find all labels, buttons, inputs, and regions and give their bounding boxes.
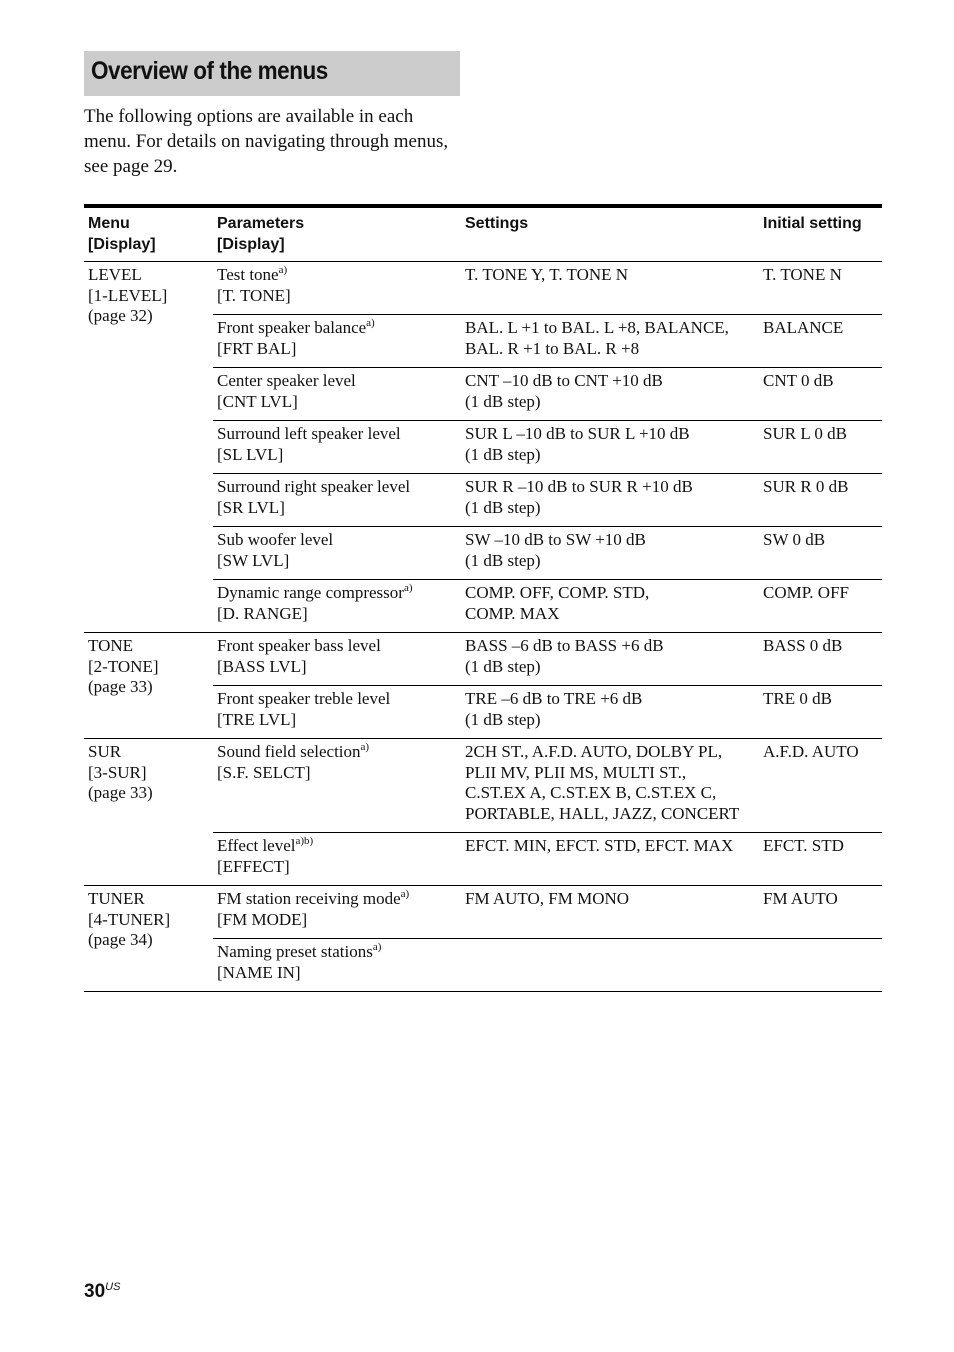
page-title: Overview of the menus: [91, 57, 328, 85]
parameter-name: Front speaker bass level: [217, 636, 381, 655]
parameter-name: FM station receiving mode: [217, 889, 401, 908]
parameter-name-line: [217, 889, 457, 910]
settings-line: COMP. OFF, COMP. STD,: [465, 583, 650, 602]
settings-line: (1 dB step): [465, 656, 541, 676]
column-header-3: [759, 206, 882, 262]
settings-line: BAL. L +1 to BAL. L +8, BALANCE,: [465, 318, 729, 337]
initial-setting-value: FM AUTO: [763, 889, 838, 908]
parameter-name: Sound field selection: [217, 742, 361, 761]
parameter-name: Naming preset stations: [217, 942, 373, 961]
settings-line: BAL. R +1 to BAL. R +8: [465, 338, 640, 358]
table-row: [84, 633, 882, 686]
settings-line: FM AUTO, FM MONO: [465, 889, 630, 908]
settings-line: EFCT. MIN, EFCT. STD, EFCT. MAX: [465, 836, 734, 855]
initial-setting-cell: [759, 421, 882, 474]
initial-setting-cell: [759, 739, 882, 833]
settings-line: (1 dB step): [465, 550, 541, 570]
settings-line: PLII MV, PLII MS, MULTI ST.,: [465, 762, 687, 782]
settings-cell: [461, 262, 759, 315]
parameter-display: [SW LVL]: [217, 550, 290, 570]
parameter-display: [FM MODE]: [217, 909, 308, 929]
initial-setting-value: SUR L 0 dB: [763, 424, 847, 443]
intro-paragraph: The following options are available in each menu. For details on navigating through menus, see page 29.: [84, 106, 449, 177]
menu-cell-line: (page 34): [88, 930, 153, 949]
parameter-display: [FRT BAL]: [217, 338, 297, 358]
menu-cell-line: SUR: [88, 742, 122, 761]
parameter-display: [S.F. SELCT]: [217, 762, 311, 782]
settings-line: (1 dB step): [465, 391, 541, 411]
settings-line: (1 dB step): [465, 444, 541, 464]
settings-cell: [461, 833, 759, 886]
parameter-name-line: [217, 424, 457, 445]
column-header-line: [Display]: [217, 236, 285, 253]
section-title-bar: [84, 51, 460, 96]
menu-cell-line: (page 32): [88, 306, 153, 325]
initial-setting-value: TRE 0 dB: [763, 689, 832, 708]
menu-cell-line: (page 33): [88, 677, 153, 696]
menu-cell: [84, 886, 213, 992]
parameter-name-line: [217, 636, 457, 657]
initial-setting-cell: [759, 633, 882, 686]
parameter-name-line: [217, 942, 457, 963]
parameter-cell: [213, 886, 461, 939]
menu-cell-line: [3-SUR]: [88, 762, 147, 782]
initial-setting-value: COMP. OFF: [763, 583, 849, 602]
initial-setting-cell: [759, 262, 882, 315]
footnote-marker: a)b): [295, 835, 314, 847]
footnote-marker: a): [403, 582, 413, 594]
parameter-display: [EFFECT]: [217, 856, 290, 876]
parameter-cell: [213, 368, 461, 421]
menu-cell-line: (page 33): [88, 783, 153, 802]
parameter-name-line: [217, 530, 457, 551]
settings-line: (1 dB step): [465, 709, 541, 729]
settings-cell: [461, 580, 759, 633]
initial-setting-cell: [759, 315, 882, 368]
parameter-name: Effect level: [217, 836, 296, 855]
parameter-cell: [213, 262, 461, 315]
parameter-name: Front speaker treble level: [217, 689, 391, 708]
footnote-marker: a): [366, 317, 375, 329]
table-row: [84, 886, 882, 939]
menu-cell-line: LEVEL: [88, 265, 142, 284]
table-row: [84, 739, 882, 833]
parameter-cell: [213, 580, 461, 633]
parameter-name: Dynamic range compressor: [217, 583, 404, 602]
parameter-cell: [213, 315, 461, 368]
parameter-display: [TRE LVL]: [217, 709, 297, 729]
parameter-name-line: [217, 477, 457, 498]
settings-cell: [461, 939, 759, 992]
menu-cell-line: TONE: [88, 636, 134, 655]
initial-setting-cell: [759, 833, 882, 886]
parameter-name-line: [217, 265, 457, 286]
parameter-name-line: [217, 689, 457, 710]
initial-setting-cell: [759, 527, 882, 580]
settings-cell: [461, 739, 759, 833]
parameter-cell: [213, 474, 461, 527]
settings-line: C.ST.EX A, C.ST.EX B, C.ST.EX C,: [465, 783, 717, 802]
initial-setting-cell: [759, 939, 882, 992]
table-header: [84, 206, 882, 262]
settings-cell: [461, 474, 759, 527]
header-row: [84, 206, 882, 262]
settings-line: T. TONE Y, T. TONE N: [465, 265, 629, 284]
parameter-name: Surround left speaker level: [217, 424, 401, 443]
page-number: [84, 1281, 120, 1303]
initial-setting-value: SW 0 dB: [763, 530, 826, 549]
settings-cell: [461, 633, 759, 686]
settings-line: 2CH ST., A.F.D. AUTO, DOLBY PL,: [465, 742, 723, 761]
menu-cell-line: [4-TUNER]: [88, 909, 171, 929]
settings-cell: [461, 886, 759, 939]
parameter-display: [CNT LVL]: [217, 391, 298, 411]
settings-line: (1 dB step): [465, 497, 541, 517]
initial-setting-cell: [759, 474, 882, 527]
column-header-line: Initial setting: [763, 215, 862, 232]
parameter-name: Surround right speaker level: [217, 477, 411, 496]
menu-cell-line: [1-LEVEL]: [88, 285, 168, 305]
initial-setting-value: T. TONE N: [763, 265, 842, 284]
column-header-line: Menu: [88, 215, 130, 232]
parameter-name: Test tone: [217, 265, 279, 284]
initial-setting-cell: [759, 580, 882, 633]
initial-setting-value: BASS 0 dB: [763, 636, 843, 655]
parameter-display: [NAME IN]: [217, 962, 301, 982]
parameter-cell: [213, 421, 461, 474]
settings-cell: [461, 686, 759, 739]
settings-line: CNT –10 dB to CNT +10 dB: [465, 371, 663, 390]
parameter-name: Front speaker balance: [217, 318, 367, 337]
initial-setting-cell: [759, 886, 882, 939]
parameter-name-line: [217, 742, 457, 763]
column-header-line: Settings: [465, 215, 529, 232]
footnote-marker: a): [278, 264, 288, 276]
settings-line: PORTABLE, HALL, JAZZ, CONCERT: [465, 803, 740, 823]
menu-cell: [84, 739, 213, 886]
parameter-name-line: [217, 371, 457, 392]
parameter-cell: [213, 686, 461, 739]
parameter-name: Sub woofer level: [217, 530, 334, 549]
parameter-cell: [213, 633, 461, 686]
parameter-name-line: [217, 318, 457, 339]
footnote-marker: a): [372, 941, 382, 953]
settings-cell: [461, 368, 759, 421]
settings-cell: [461, 315, 759, 368]
menu-cell: [84, 262, 213, 633]
parameter-cell: [213, 527, 461, 580]
footnote-marker: a): [360, 741, 370, 753]
parameter-name-line: [217, 836, 457, 857]
settings-line: SW –10 dB to SW +10 dB: [465, 530, 646, 549]
settings-line: COMP. MAX: [465, 603, 560, 623]
initial-setting-value: A.F.D. AUTO: [763, 742, 859, 761]
table-body: [84, 262, 882, 992]
settings-line: BASS –6 dB to BASS +6 dB: [465, 636, 664, 655]
parameter-display: [D. RANGE]: [217, 603, 308, 623]
parameter-cell: [213, 939, 461, 992]
settings-line: TRE –6 dB to TRE +6 dB: [465, 689, 643, 708]
footnote-marker: a): [400, 888, 410, 900]
menu-cell: [84, 633, 213, 739]
settings-line: SUR L –10 dB to SUR L +10 dB: [465, 424, 690, 443]
initial-setting-value: CNT 0 dB: [763, 371, 834, 390]
parameter-name: Center speaker level: [217, 371, 356, 390]
menu-cell-line: TUNER: [88, 889, 145, 908]
initial-setting-value: BALANCE: [763, 318, 844, 337]
column-header-2: [461, 206, 759, 262]
page-number-suffix: US: [105, 1281, 121, 1293]
initial-setting-cell: [759, 368, 882, 421]
parameter-display: [BASS LVL]: [217, 656, 307, 676]
menu-cell-line: [2-TONE]: [88, 656, 159, 676]
column-header-1: [213, 206, 461, 262]
parameter-display: [SR LVL]: [217, 497, 285, 517]
column-header-0: [84, 206, 213, 262]
initial-setting-value: EFCT. STD: [763, 836, 844, 855]
page-number-value: 30: [84, 1281, 106, 1302]
initial-setting-value: SUR R 0 dB: [763, 477, 849, 496]
parameter-cell: [213, 739, 461, 833]
settings-cell: [461, 527, 759, 580]
settings-line: SUR R –10 dB to SUR R +10 dB: [465, 477, 693, 496]
table-row: [84, 262, 882, 315]
parameter-name-line: [217, 583, 457, 604]
parameter-cell: [213, 833, 461, 886]
menu-overview-table: [84, 204, 882, 992]
parameter-display: [SL LVL]: [217, 444, 284, 464]
parameter-display: [T. TONE]: [217, 285, 291, 305]
column-header-line: [Display]: [88, 236, 156, 253]
column-header-line: Parameters: [217, 215, 305, 232]
initial-setting-cell: [759, 686, 882, 739]
settings-cell: [461, 421, 759, 474]
